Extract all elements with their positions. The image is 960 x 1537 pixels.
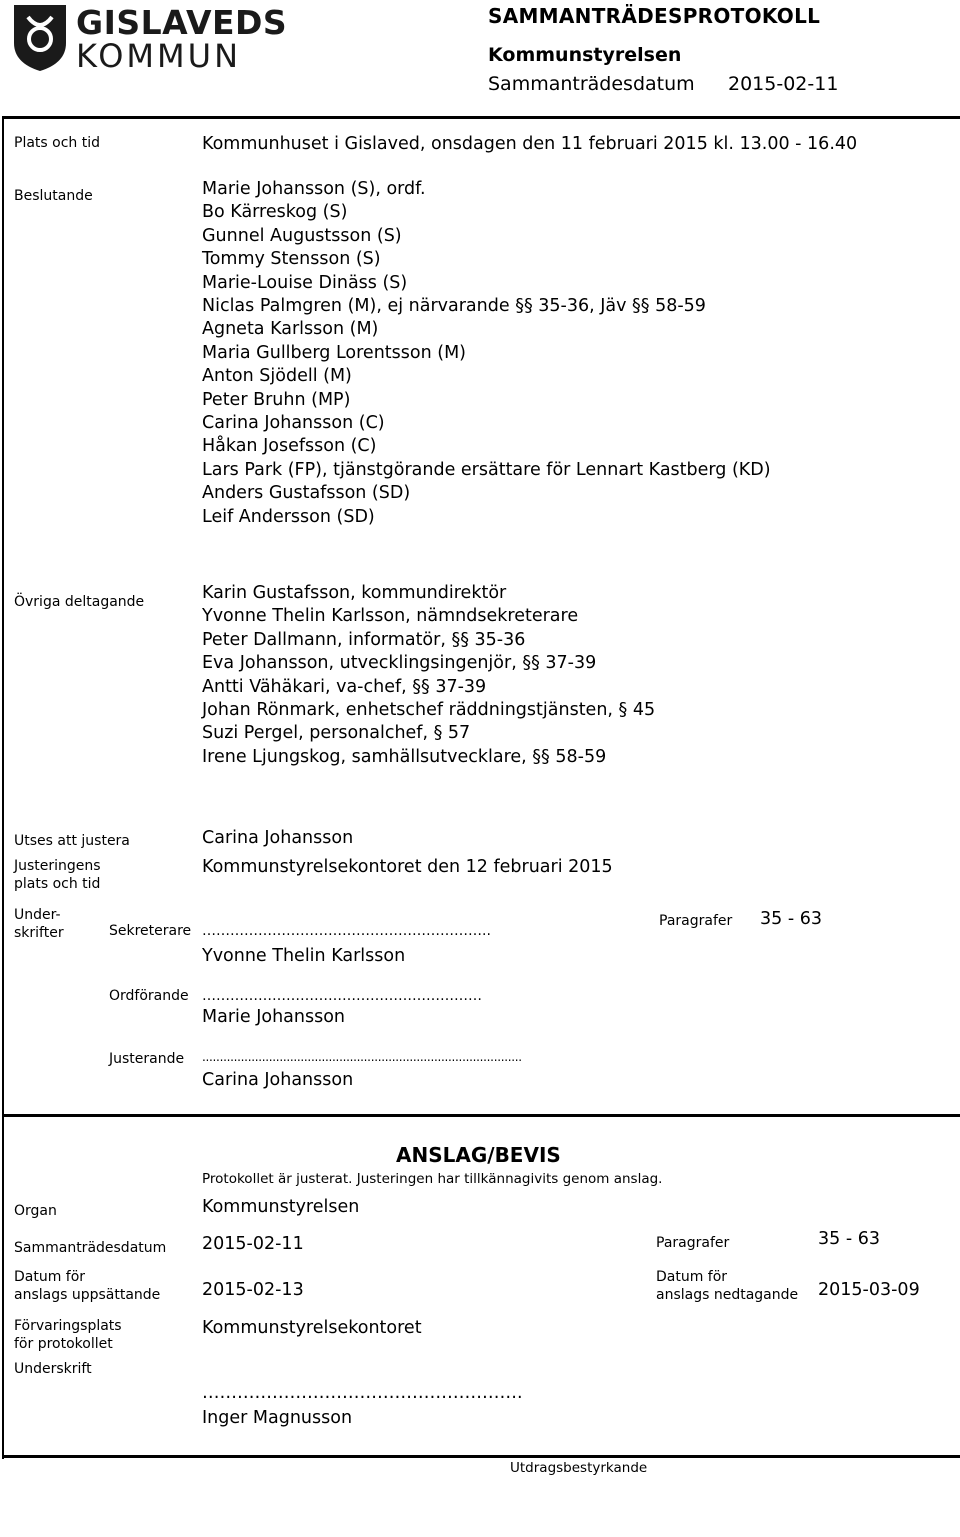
removed-date-label-line2: anslags nedtagande	[656, 1287, 799, 1303]
deciding-member: Marie-Louise Dinäss (S)	[202, 272, 408, 293]
deciding-member: Anders Gustafsson (SD)	[202, 483, 411, 504]
other-participants-list	[202, 582, 655, 769]
deciding-member: Niclas Palmgren (M), ej närvarande §§ 35-36, Jäv §§ 58-59	[202, 296, 706, 317]
deciding-member: Anton Sjödell (M)	[202, 366, 352, 387]
adjustment-place-label-line2: plats och tid	[14, 876, 101, 892]
participant: Johan Rönmark, enhetschef räddningstjänsten, § 45	[202, 700, 656, 721]
notice-signature-line: ……………………………………………….	[202, 1383, 523, 1403]
chair-signature-line: ……………………………………………………	[202, 988, 482, 1004]
deciding-member: Maria Gullberg Lorentsson (M)	[202, 342, 467, 363]
posted-date-value: 2015-02-13	[202, 1280, 304, 1300]
adjusting-label: Justerande	[109, 1051, 185, 1067]
storage-label-line1: Förvaringsplats	[14, 1318, 122, 1334]
signatures-label-line2: skrifter	[14, 925, 64, 941]
deciding-member: Marie Johansson (S), ordf.	[202, 179, 426, 199]
extract-certification-label: Utdragsbestyrkande	[510, 1460, 648, 1476]
chair-label: Ordförande	[109, 988, 189, 1004]
adjustment-place-label-line1: Justeringens	[14, 858, 101, 874]
storage-value: Kommunstyrelsekontoret	[202, 1318, 422, 1338]
participant: Peter Dallmann, informatör, §§ 35-36	[202, 629, 526, 650]
secretary-label: Sekreterare	[109, 923, 192, 939]
adjustment-place-value: Kommunstyrelsekontoret den 12 februari 2015	[202, 857, 613, 877]
paragraphs-label: Paragrafer	[659, 913, 733, 929]
adjuster-value: Carina Johansson	[202, 828, 354, 848]
participant: Suzi Pergel, personalchef, § 57	[202, 723, 471, 744]
participant: Yvonne Thelin Karlsson, nämndsekreterare	[202, 606, 579, 627]
organ-label: Organ	[14, 1203, 57, 1219]
storage-label-line2: för protokollet	[14, 1336, 113, 1352]
posted-date-label	[14, 1268, 160, 1304]
removed-date-label	[656, 1268, 798, 1304]
adjustment-place-label	[14, 857, 101, 893]
posted-date-label-line1: Datum för	[14, 1269, 86, 1285]
left-border	[2, 116, 4, 1459]
posted-date-label-line2: anslags uppsättande	[14, 1287, 161, 1303]
removed-date-value: 2015-03-09	[818, 1280, 920, 1300]
deciding-member: Agneta Karlsson (M)	[202, 319, 379, 340]
municipality-logo	[10, 3, 288, 75]
meeting-date-label: Sammanträdesdatum	[488, 73, 695, 95]
logo-text-kommun: KOMMUN	[76, 37, 241, 75]
organ-value: Kommunstyrelsen	[202, 1197, 360, 1217]
deciding-list	[202, 178, 771, 529]
participant: Karin Gustafsson, kommundirektör	[202, 583, 507, 603]
notice-note: Protokollet är justerat. Justeringen har tillkännagivits genom anslag.	[202, 1171, 663, 1187]
notice-title: ANSLAG/BEVIS	[396, 1143, 561, 1167]
signatures-label-line1: Under-	[14, 907, 61, 923]
secretary-name: Yvonne Thelin Karlsson	[202, 946, 406, 966]
deciding-member: Peter Bruhn (MP)	[202, 389, 351, 410]
committee-name: Kommunstyrelsen	[488, 44, 682, 66]
signatures-label	[14, 906, 64, 942]
place-time-value: Kommunhuset i Gislaved, onsdagen den 11 februari 2015 kl. 13.00 - 16.40	[202, 134, 858, 154]
storage-label	[14, 1317, 122, 1353]
adjuster-label: Utses att justera	[14, 833, 130, 849]
notice-divider	[2, 1114, 960, 1117]
logo-text-gislaveds: GISLAVEDS	[76, 3, 288, 42]
removed-date-label-line1: Datum för	[656, 1269, 728, 1285]
deciding-member: Håkan Josefsson (C)	[202, 436, 377, 457]
notice-date-value: 2015-02-11	[202, 1234, 304, 1254]
deciding-member: Leif Andersson (SD)	[202, 506, 375, 527]
adjusting-signature-line: ...........................................................................................	[202, 1050, 522, 1064]
participant: Irene Ljungskog, samhällsutvecklare, §§ 58-59	[202, 746, 607, 767]
notice-paragraphs-label: Paragrafer	[656, 1235, 730, 1251]
notice-signature-label: Underskrift	[14, 1361, 92, 1377]
notice-paragraphs-value: 35 - 63	[818, 1229, 880, 1249]
adjusting-name: Carina Johansson	[202, 1070, 354, 1090]
header-divider	[2, 116, 960, 119]
place-time-label: Plats och tid	[14, 135, 100, 151]
secretary-signature-line: ……………………………………………………..	[202, 923, 491, 939]
paragraphs-value: 35 - 63	[760, 909, 822, 929]
chair-name: Marie Johansson	[202, 1007, 346, 1027]
participant: Antti Vähäkari, va-chef, §§ 37-39	[202, 676, 487, 697]
deciding-member: Tommy Stensson (S)	[202, 249, 381, 270]
coat-of-arms-icon	[10, 3, 70, 73]
document-title: SAMMANTRÄDESPROTOKOLL	[488, 4, 821, 28]
notice-signature-name: Inger Magnusson	[202, 1408, 353, 1428]
deciding-member: Bo Kärreskog (S)	[202, 202, 348, 223]
other-participants-label: Övriga deltagande	[14, 594, 145, 610]
deciding-member: Carina Johansson (C)	[202, 413, 385, 434]
footer-divider	[2, 1455, 960, 1458]
participant: Eva Johansson, utvecklingsingenjör, §§ 37-39	[202, 653, 597, 674]
meeting-date-value: 2015-02-11	[728, 73, 839, 95]
deciding-label: Beslutande	[14, 188, 93, 204]
deciding-member: Gunnel Augustsson (S)	[202, 225, 402, 246]
notice-date-label: Sammanträdesdatum	[14, 1240, 167, 1256]
deciding-member: Lars Park (FP), tjänstgörande ersättare för Lennart Kastberg (KD)	[202, 459, 771, 480]
